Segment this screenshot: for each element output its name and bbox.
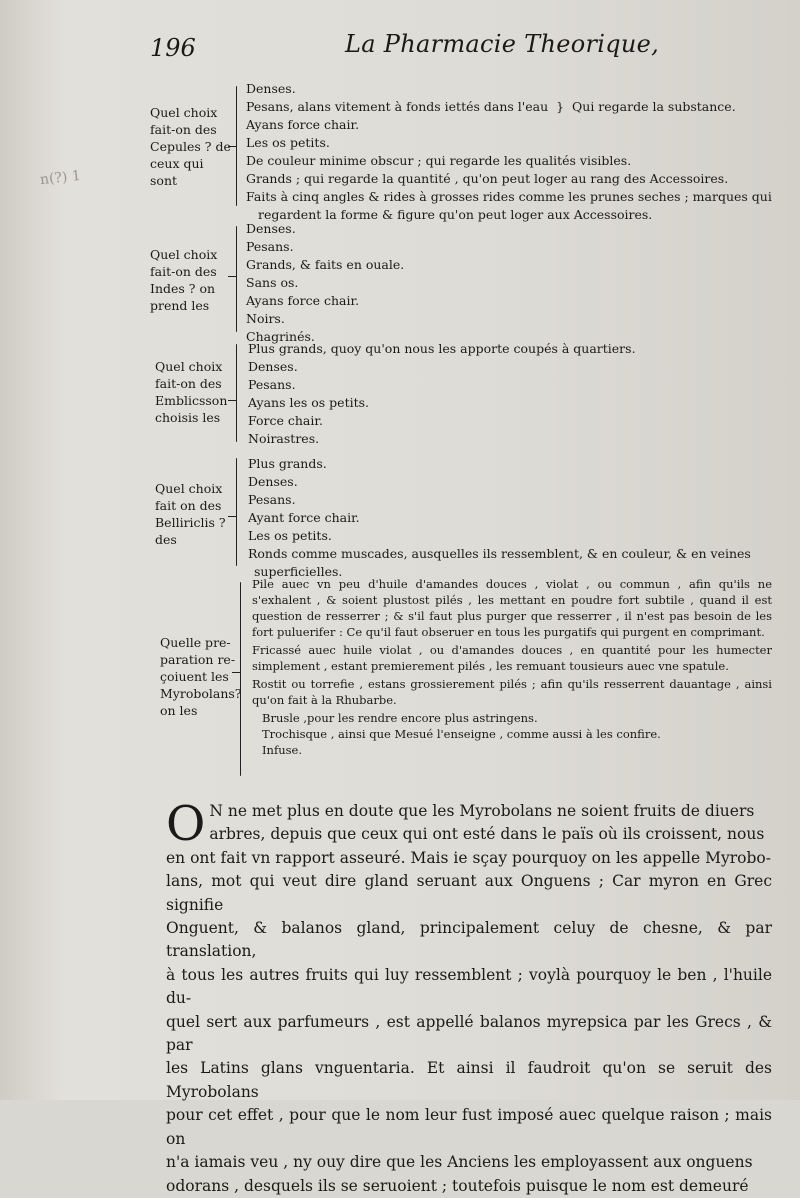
answers-emblics xyxy=(248,340,636,448)
question-line: Quel choix xyxy=(150,247,218,262)
body-line: à tous les autres fruits qui luy ressemblent ; voylà pourquoy le ben , l'huile du- xyxy=(166,965,772,1008)
question-line: Cepules ? de xyxy=(150,139,231,154)
answer-line: Pesans, alans vitement à fonds iettés dans l'eau } Qui regarde la substance. xyxy=(246,99,736,114)
answer-line: Noirastres. xyxy=(248,431,320,446)
answer-line: Plus grands, quoy qu'on nous les apporte coupés à quartiers. xyxy=(248,341,636,356)
answer-line: Force chair. xyxy=(248,413,323,428)
brace xyxy=(236,458,237,566)
question-line: Quel choix xyxy=(155,481,223,496)
answer-line: Ayans force chair. xyxy=(246,117,360,132)
answer-line: Denses. xyxy=(248,359,298,374)
answer-line: Pesans. xyxy=(246,239,294,254)
question-line: Belliriclis ? xyxy=(155,515,226,530)
page-number: 196 xyxy=(150,34,196,62)
answer-line: Sans os. xyxy=(246,275,299,290)
answer-paragraph: Pile auec vn peu d'huile d'amandes douces , violat , ou commun , afin qu'ils ne s'exhalent , & soient plustost pilés , les mettant en poudre fort subtile , quand il est question de resserrer ; & s'il faut plus purger que resserrer , il n'est pas besoin de les fort puluerifer : Ce qu'il faut obseruer en tous les purgatifs qui purgent en comprimant. xyxy=(252,577,772,639)
answer-line: Ayans force chair. xyxy=(246,293,360,308)
body-line: n'a iamais veu , ny ouy dire que les Anciens les employassent aux onguens xyxy=(166,1153,753,1172)
running-title: La Pharmacie Theorique, xyxy=(345,30,660,58)
brace xyxy=(236,86,237,206)
question-line: Quel choix xyxy=(150,105,218,120)
question-line: fait on des xyxy=(155,498,222,513)
answer-line: De couleur minime obscur ; qui regarde les qualités visibles. xyxy=(246,153,632,168)
brace-small: } xyxy=(552,99,569,114)
answers-belliriclis xyxy=(248,455,751,581)
question-line: choisis les xyxy=(155,410,221,425)
question-line: fait-on des xyxy=(150,264,217,279)
answer-line: Grands, & faits en ouale. xyxy=(246,257,405,272)
question-line: prend les xyxy=(150,298,210,313)
body-line: quel sert aux parfumeurs , est appellé balanos myrepsica par les Grecs , & par xyxy=(166,1012,772,1055)
answers-preparation xyxy=(252,576,772,758)
question-line: Quelle pre- xyxy=(160,635,231,650)
body-line: pour cet effet , pour que le nom leur fust imposé auec quelque raison ; mais on xyxy=(166,1106,772,1148)
answer-paragraph: Rostit ou torrefie , estans grossierement pilés ; afin qu'ils resserrent dauantage , ainsi qu'on fait à la Rhubarbe. xyxy=(252,677,772,707)
answer-line: superficielles. xyxy=(254,564,343,579)
answer-line: Ayant force chair. xyxy=(248,510,360,525)
brace xyxy=(236,226,237,332)
question-line: paration re- xyxy=(160,652,236,667)
body-line: arbres, depuis que ceux qui ont esté dans le païs où ils croissent, nous xyxy=(209,825,765,844)
brace xyxy=(236,344,237,442)
side-note: Qui regarde la substance. xyxy=(572,99,736,114)
answer-line: regardent la forme & figure qu'on peut loger aux Accessoires. xyxy=(258,207,653,222)
brace xyxy=(240,582,241,776)
question-cepules xyxy=(150,104,231,189)
question-belliriclis xyxy=(155,480,226,548)
question-line: Emblicsson xyxy=(155,393,228,408)
answer-line: Faits à cinq angles & rides à grosses rides comme les prunes seches ; marques qui xyxy=(246,189,772,204)
body-line: lans, mot qui veut dire gland seruant aux Onguens ; Car myron en Grec signifie xyxy=(166,872,772,914)
drop-cap: O xyxy=(166,796,206,852)
answer-line: Pesans. xyxy=(248,492,296,507)
answer-line: Ayans les os petits. xyxy=(248,395,370,410)
question-emblics xyxy=(155,358,227,426)
answer-line: Denses. xyxy=(246,81,296,96)
question-line: des xyxy=(155,532,177,547)
answer-line: Trochisque , ainsi que Mesué l'enseigne , comme aussi à les confire. xyxy=(262,727,661,741)
question-line: fait-on des xyxy=(150,122,217,137)
answer-line: Les os petits. xyxy=(246,135,330,150)
question-line: çoiuent les xyxy=(160,669,229,684)
answer-paragraph: Fricassé auec huile violat , ou d'amandes douces , en quantité pour les humecter simplement , estant premierement pilés , les remuant tousieurs auec vne spatule. xyxy=(252,643,772,673)
answer-line: Pesans. xyxy=(248,377,296,392)
question-line: Myrobolans? xyxy=(160,686,242,701)
body-line: odorans , desquels ils se seruoient ; toutefois puisque le nom est demeuré xyxy=(166,1176,749,1195)
answer-line: Les os petits. xyxy=(248,528,332,543)
answer-line: Infuse. xyxy=(262,743,302,757)
question-line: ceux qui xyxy=(150,156,204,171)
answer-line: Chagrinés. xyxy=(246,329,315,344)
answer-line: Grands ; qui regarde la quantité , qu'on peut loger au rang des Accessoires. xyxy=(246,171,729,186)
margin-note: n(?) 1 xyxy=(39,167,82,189)
answer-line: Denses. xyxy=(248,474,298,489)
answer-line: Ronds comme muscades, ausquelles ils ressemblent, & en couleur, & en veines xyxy=(248,546,751,561)
body-line: en ont fait vn rapport asseuré. Mais ie sçay pourquoy on les appelle Myrobo- xyxy=(166,848,771,867)
question-preparation xyxy=(160,634,242,719)
body-paragraph xyxy=(166,796,772,1198)
body-line: les Latins glans vnguentaria. Et ainsi il faudroit qu'on se seruit des Myrobolans xyxy=(166,1059,772,1101)
body-line: Onguent, & balanos gland, principalement celuy de chesne, & par translation, xyxy=(166,919,772,961)
answer-line: Brusle ,pour les rendre encore plus astringens. xyxy=(262,711,538,725)
answer-line: Denses. xyxy=(246,221,296,236)
question-line: on les xyxy=(160,703,198,718)
question-line: Indes ? on xyxy=(150,281,216,296)
question-line: Quel choix xyxy=(155,359,223,374)
answer-line: Plus grands. xyxy=(248,456,327,471)
answers-indes xyxy=(246,220,404,346)
answers-cepules xyxy=(246,80,772,224)
question-line: sont xyxy=(150,173,178,188)
question-indes xyxy=(150,246,217,314)
body-line: N ne met plus en doute que les Myrobolans ne soient fruits de diuers xyxy=(209,802,755,820)
question-line: fait-on des xyxy=(155,376,222,391)
answer-line: Noirs. xyxy=(246,311,285,326)
